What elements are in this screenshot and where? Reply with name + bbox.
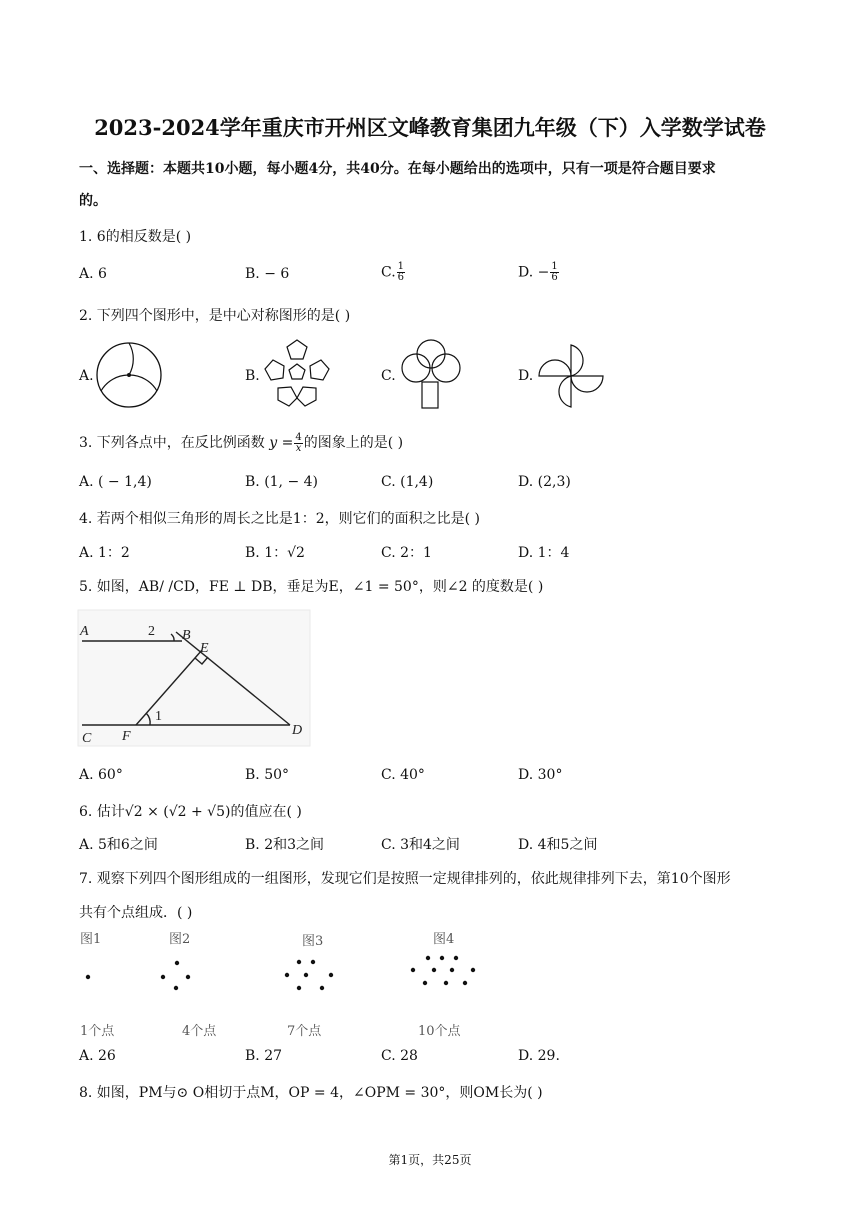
q6-option-c: C. 3和4之间: [381, 837, 460, 853]
q1-option-c: C. $\frac{1}{6}$: [381, 261, 405, 283]
page-footer: 第1页，共25页: [388, 1153, 472, 1167]
section-heading-line2: 的。: [79, 193, 107, 209]
q7-fig3-label: 图3: [302, 934, 324, 949]
q1-option-b: B. − 6: [245, 266, 290, 282]
q2-option-a: A.: [79, 368, 94, 384]
q5-option-d: D. 30°: [518, 767, 563, 783]
q3-option-b: B. (1, − 4): [245, 474, 319, 490]
q6-option-a: A. 5和6之间: [79, 837, 158, 853]
q4-option-c: C. 2：1: [381, 545, 432, 561]
label-F: F: [122, 729, 131, 744]
q5-option-b: B. 50°: [245, 767, 290, 783]
q7-option-d: D. 29.: [518, 1048, 560, 1064]
label-E: E: [200, 641, 209, 656]
q6-option-b: B. 2和3之间: [245, 837, 325, 853]
question-7-stem-line1: 7. 观察下列四个图形组成的一组图形，发现它们是按照一定规律排列的，依此规律排列下去，第10个图形: [79, 871, 731, 887]
q1-option-a: A. 6: [79, 266, 107, 282]
page-title: 2023-2024学年重庆市开州区文峰教育集团九年级（下）入学数学试卷: [94, 115, 766, 140]
question-3-stem: 3. 下列各点中，在反比例函数 y = $\frac{4}{x}$ 的图象上的是( ): [79, 431, 404, 454]
label-2: 2: [148, 624, 155, 639]
section-heading-line1: 一、选择题：本题共10小题，每小题4分，共40分。在每小题给出的选项中，只有一项是符合题目要求: [79, 161, 716, 177]
q7-option-c: C. 28: [381, 1048, 418, 1064]
q5-option-a: A. 60°: [79, 767, 123, 783]
q7-fig2-label: 图2: [169, 932, 191, 947]
q7-fig2-caption: 4个点: [182, 1024, 217, 1039]
q5-geometry-figure: [78, 610, 310, 746]
q3-option-c: C. (1,4): [381, 474, 434, 490]
q1-option-d: D. − $\frac{1}{6}$: [518, 261, 558, 283]
q7-fig4-label: 图4: [433, 932, 455, 947]
q2-figure-c: [398, 338, 464, 410]
label-B: B: [182, 628, 191, 643]
q2-option-b: B.: [245, 368, 260, 384]
q3-option-a: A. ( − 1,4): [79, 474, 152, 490]
q6-option-d: D. 4和5之间: [518, 837, 598, 853]
q7-fig3-caption: 7个点: [287, 1024, 322, 1039]
question-6-stem: 6. 估计√2 × (√2 + √5)的值应在( ): [79, 804, 302, 820]
q7-dot-patterns: [80, 950, 480, 1000]
question-2-stem: 2. 下列四个图形中，是中心对称图形的是( ): [79, 308, 351, 324]
q7-fig1-label: 图1: [80, 932, 102, 947]
q7-option-a: A. 26: [79, 1048, 116, 1064]
q2-figure-a: [94, 340, 164, 410]
q5-option-c: C. 40°: [381, 767, 425, 783]
q4-option-a: A. 1：2: [79, 545, 130, 561]
q7-fig1-caption: 1个点: [80, 1024, 115, 1039]
q4-option-b: B. 1：√2: [245, 545, 305, 561]
question-5-stem: 5. 如图，AB/ /CD，FE ⊥ DB，垂足为E，∠1 = 50°，则∠2 的度数是( ): [79, 579, 544, 595]
q7-fig4-caption: 10个点: [418, 1024, 461, 1039]
q2-figure-d: [535, 343, 607, 409]
q2-option-d: D.: [518, 368, 534, 384]
question-7-stem-line2: 共有个点组成．( ): [79, 905, 193, 921]
q2-option-c: C.: [381, 368, 396, 384]
q2-figure-b: [261, 338, 333, 410]
label-A: A: [80, 624, 89, 639]
question-8-stem: 8. 如图，PM与⊙ O相切于点M，OP = 4，∠OPM = 30°，则OM长为( ): [79, 1085, 543, 1101]
label-D: D: [292, 723, 303, 738]
question-4-stem: 4. 若两个相似三角形的周长之比是1：2，则它们的面积之比是( ): [79, 511, 480, 527]
label-1: 1: [155, 709, 162, 724]
q3-option-d: D. (2,3): [518, 474, 571, 490]
label-C: C: [82, 731, 92, 746]
question-1-stem: 1. 6的相反数是( ): [79, 229, 192, 245]
q4-option-d: D. 1：4: [518, 545, 570, 561]
q7-option-b: B. 27: [245, 1048, 283, 1064]
